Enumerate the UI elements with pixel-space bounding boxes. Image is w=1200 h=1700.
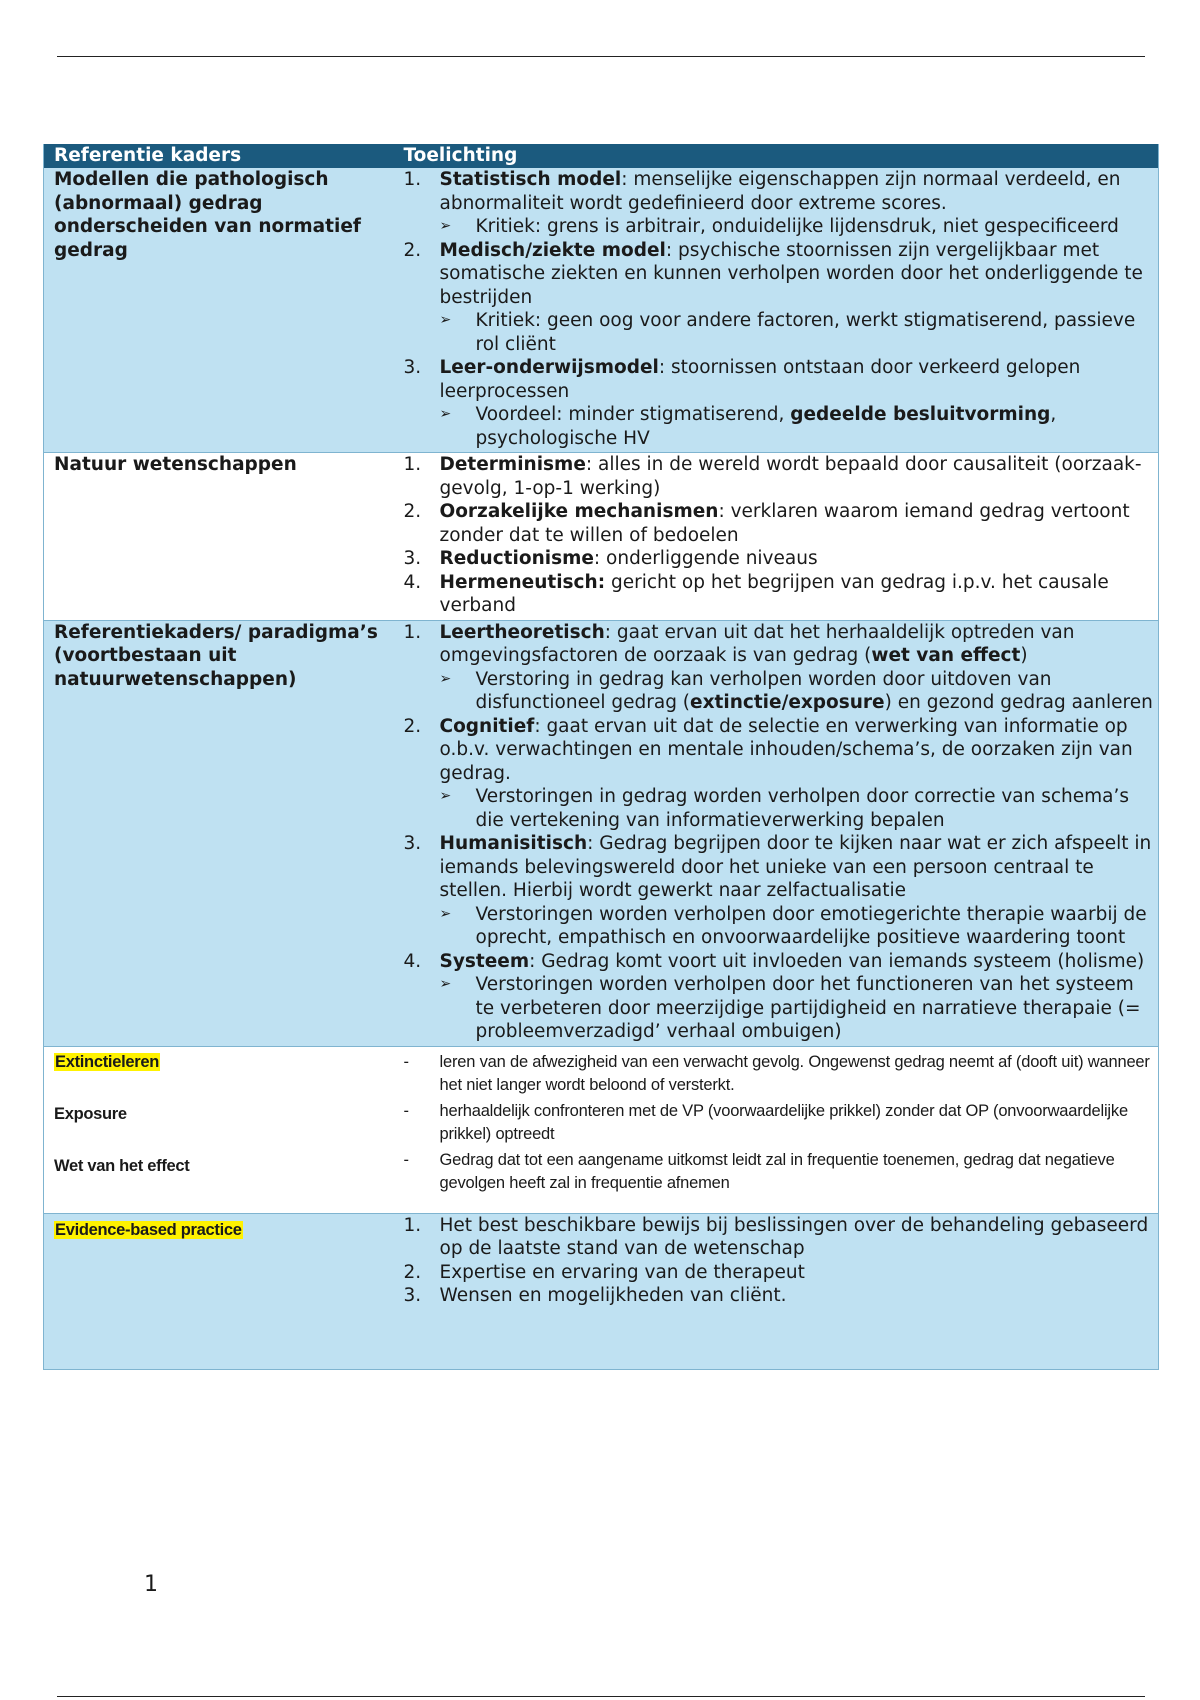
table-row <box>44 1046 1159 1213</box>
list-item: 1. Leertheoretisch: gaat ervan uit dat het herhaaldelijk optreden van omgevingsfactoren de oorzaak is van gedrag (wet van effect) ➢ Verstoring in gedrag kan verholpen worden door uitdoven van disfunctioneel gedrag (extinctie/exposure) en gezond gedrag aanleren <box>404 621 1155 715</box>
sub-bullet: ➢ Kritiek: geen oog voor andere factoren, werkt stigmatiserend, passieve rol cliënt <box>440 309 1155 356</box>
term-extinctieleren: Extinctieleren <box>55 1052 160 1071</box>
row-explanation <box>394 1213 1159 1369</box>
sub-bullet: ➢ Verstoringen worden verholpen door emotiegerichte therapie waarbij de oprecht, empathisch en onvoorwaardelijke positieve waardering toont <box>440 903 1155 950</box>
definition-item: - leren van de afwezigheid van een verwacht gevolg. Ongewenst gedrag neemt af (dooft uit) wanneer het niet langer wordt beloond of versterkt. <box>404 1051 1155 1097</box>
header-col-frameworks: Referentie kaders <box>44 144 394 168</box>
list-item: 4. Hermeneutisch: gericht op het begrijpen van gedrag i.p.v. het causale verband <box>403 571 1109 616</box>
definition-item: - herhaaldelijk confronteren met de VP (voorwaardelijke prikkel) zonder dat OP (onvoorwaardelijke prikkel) optreedt <box>404 1100 1155 1146</box>
table-row <box>44 1213 1159 1369</box>
row-explanation <box>394 168 1159 453</box>
page-number: 1 <box>144 1572 158 1597</box>
sub-bullet: ➢ Voordeel: minder stigmatiserend, gedeelde besluitvorming, psychologische HV <box>440 403 1155 450</box>
term-definitions <box>394 1046 1159 1213</box>
sub-bullet: ➢ Verstoring in gedrag kan verholpen worden door uitdoven van disfunctioneel gedrag (extinctie/exposure) en gezond gedrag aanleren <box>440 668 1155 715</box>
term-wet-van-het-effect: Wet van het effect <box>54 1156 190 1175</box>
list-item: 4. Systeem: Gedrag komt voort uit invloeden van iemands systeem (holisme) ➢ Verstoringen worden verholpen door het functioneren van het systeem te verbeteren door meerzijdige partijdigheid en narratieve therapaie (= probleemverzadigd’ verhaal ombuigen) <box>404 950 1155 1044</box>
list-item: 3. Reductionisme: onderliggende niveaus <box>403 548 818 569</box>
list-item: 1. Statistisch model: menselijke eigenschappen zijn normaal verdeeld, en abnormaliteit wordt gedefinieerd door extreme scores. ➢ Kritiek: grens is arbitrair, onduidelijke lijdensdruk, niet gespecificeerd <box>404 168 1155 239</box>
list-item: 3. Humanisitisch: Gedrag begrijpen door te kijken naar wat er zich afspeelt in iemands belevingswereld door het unieke van een persoon centraal te stellen. Hierbij wordt gewerkt naar zelfactualisatie ➢ Verstoringen worden verholpen door emotiegerichte therapie waarbij de oprecht, empathisch en onvoorwaardelijke positieve waardering toont <box>404 832 1155 950</box>
list-item: 2. Expertise en ervaring van de therapeut <box>403 1261 805 1283</box>
row-label: Modellen die pathologisch (abnormaal) gedrag onderscheiden van normatief gedrag <box>44 168 394 453</box>
list-item: 1. Het best beschikbare bewijs bij beslissingen over de behandeling gebaseerd op de laatste stand van de wetenschap <box>403 1214 1149 1259</box>
table-header-row <box>44 144 1159 168</box>
list-item: 2. Medisch/ziekte model: psychische stoornissen zijn vergelijkbaar met somatische ziekten en kunnen verholpen worden door het onderliggende te bestrijden ➢ Kritiek: geen oog voor andere factoren, werkt stigmatiserend, passieve rol cliënt <box>404 239 1155 357</box>
definition-item: - Gedrag dat tot een aangename uitkomst leidt zal in frequentie toenemen, gedrag dat negatieve gevolgen heeft zal in frequentie afnemen <box>404 1149 1155 1195</box>
term-labels <box>44 1046 394 1213</box>
table-row <box>44 168 1159 453</box>
list-item: 3. Wensen en mogelijkheden van cliënt. <box>403 1285 787 1306</box>
row-label: Referentiekaders/ paradigma’s (voortbestaan uit natuurwetenschappen) <box>44 620 394 1046</box>
table-row <box>44 620 1159 1046</box>
table-row <box>44 453 1159 621</box>
list-item: 1. Determinisme: alles in de wereld wordt bepaald door causaliteit (oorzaak-gevolg, 1-op-1 werking) <box>403 454 1142 499</box>
row-label <box>44 1213 394 1369</box>
row-explanation <box>394 620 1159 1046</box>
sub-bullet: ➢ Verstoringen in gedrag worden verholpen door correctie van schema’s die vertekening van informatieverwerking bepalen <box>440 785 1155 832</box>
row-label: Natuur wetenschappen <box>44 453 394 621</box>
term-exposure: Exposure <box>54 1104 127 1123</box>
sub-bullet: ➢ Verstoringen worden verholpen door het functioneren van het systeem te verbeteren door meerzijdige partijdigheid en narratieve therapaie (= probleemverzadigd’ verhaal ombuigen) <box>440 973 1155 1044</box>
list-item: 2. Oorzakelijke mechanismen: verklaren waarom iemand gedrag vertoont zonder dat te willen of bedoelen <box>403 501 1130 546</box>
list-item: 3. Leer-onderwijsmodel: stoornissen ontstaan door verkeerd gelopen leerprocessen ➢ Voordeel: minder stigmatiserend, gedeelde besluitvorming, psychologische HV <box>404 356 1155 450</box>
row-explanation <box>394 453 1159 621</box>
header-rule <box>57 56 1145 57</box>
term-evidence-based-practice: Evidence-based practice <box>55 1220 242 1239</box>
reference-frameworks-table <box>43 144 1159 1370</box>
sub-bullet: ➢ Kritiek: grens is arbitrair, onduidelijke lijdensdruk, niet gespecificeerd <box>440 215 1155 239</box>
footer-rule <box>57 1696 1145 1697</box>
list-item: 2. Cognitief: gaat ervan uit dat de selectie en verwerking van informatie op o.b.v. verwachtingen en mentale inhouden/schema’s, de oorzaken zijn van gedrag. ➢ Verstoringen in gedrag worden verholpen door correctie van schema’s die vertekening van informatieverwerking bepalen <box>404 715 1155 833</box>
header-col-explanation: Toelichting <box>394 144 1159 168</box>
